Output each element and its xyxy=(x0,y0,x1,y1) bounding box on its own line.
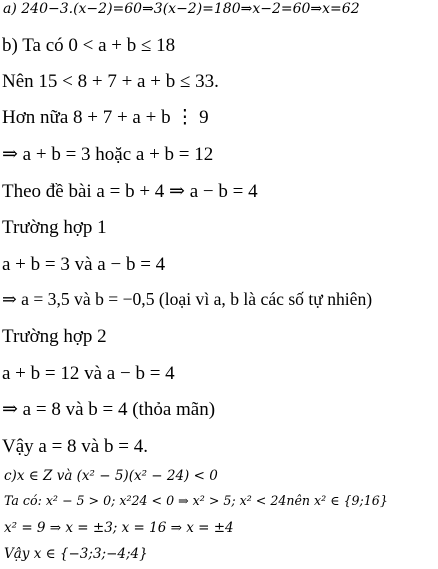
part-c-conclusion: Vậy x ∈ {−3;3;−4;4} xyxy=(4,546,148,562)
part-c-statement: c)x ∈ Z và (x² − 5)(x² − 24) < 0 xyxy=(4,468,218,484)
part-b-line-2: Nên 15 < 8 + 7 + a + b ≤ 33. xyxy=(2,71,219,92)
part-b-line-5: Theo đề bài a = b + 4 ⇒ a − b = 4 xyxy=(2,181,258,202)
part-c-analysis: Ta có: x² − 5 > 0; x²24 < 0 ⇒ x² > 5; x² < 24nên x² ∈ {9;16} xyxy=(4,493,388,508)
case-1-result: ⇒ a = 3,5 và b = −0,5 (loại vì a, b là các số tự nhiên) xyxy=(2,289,373,309)
case-2-heading: Trường hợp 2 xyxy=(2,326,107,347)
case-1-heading: Trường hợp 1 xyxy=(2,217,107,238)
part-a-equation: a) 240−3.(x−2)=60⇒3(x−2)=180⇒x−2=60⇒x=62 xyxy=(3,1,360,17)
part-b-conclusion: Vậy a = 8 và b = 4. xyxy=(2,436,148,457)
case-2-conditions: a + b = 12 và a − b = 4 xyxy=(2,363,175,384)
case-1-conditions: a + b = 3 và a − b = 4 xyxy=(2,254,166,275)
part-b-line-1: b) Ta có 0 < a + b ≤ 18 xyxy=(2,35,176,56)
part-b-line-3: Hơn nữa 8 + 7 + a + b ⋮ 9 xyxy=(2,107,209,128)
case-2-result: ⇒ a = 8 và b = 4 (thỏa mãn) xyxy=(2,399,216,420)
part-b-line-4: ⇒ a + b = 3 hoặc a + b = 12 xyxy=(2,144,214,165)
part-c-solve: x² = 9 ⇒ x = ±3; x = 16 ⇒ x = ±4 xyxy=(4,520,234,536)
